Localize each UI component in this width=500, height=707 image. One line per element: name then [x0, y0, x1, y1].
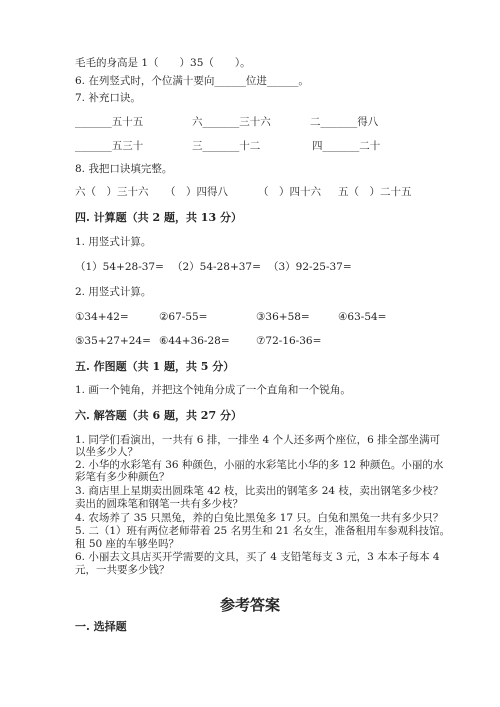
section5-heading: 五. 作图题（共 1 题，共 5 分）: [75, 360, 235, 373]
q5-tail: 毛毛的身高是 1（ ）35（ ）。: [75, 57, 251, 69]
s4-q2-row2-item1: ⑤35+27+24=: [75, 335, 151, 347]
q8-title: 8. 我把口诀填完整。: [75, 163, 173, 175]
q7-title: 7. 补充口诀。: [75, 92, 141, 104]
s5-q1: 1. 画一个钝角，并把这个钝角分成了一个直角和一个锐角。: [75, 384, 351, 396]
s4-q2-row1-item4: ④63-54=: [338, 311, 387, 323]
s6-line-5: 3. 商店里上星期卖出圆珠笔 42 枝，比卖出的钢笔多 24 枝，卖出钢笔多少枝？: [75, 485, 444, 497]
section4-heading: 四. 计算题（共 2 题，共 13 分）: [75, 211, 242, 224]
s4-q2-row1-item3: ③36+58=: [256, 311, 310, 323]
s4-q2-title: 2. 用竖式计算。: [75, 286, 152, 298]
q7-row2-item2: 三_______十二: [192, 140, 261, 152]
q8-item4: 五（ ）二十五: [338, 186, 412, 198]
s4-q1-item2: （2）54-28+37=: [172, 261, 261, 273]
s6-line-2: 以坐多少人？: [75, 446, 138, 458]
s4-q1-item3: （3）92-25-37=: [268, 261, 352, 273]
s6-line-7: 4. 农场养了 35 只黑兔，养的白兔比黑兔多 17 只。白兔和黑兔一共有多少只？: [75, 512, 444, 524]
q8-item2: （ ）四得八: [165, 186, 228, 198]
q7-row2-item1: _______五三十: [75, 140, 144, 152]
s4-q2-row1-item1: ①34+42=: [75, 311, 129, 323]
s4-q1-title: 1. 用竖式计算。: [75, 236, 152, 248]
q7-row1-item2: 六_______三十六: [192, 116, 271, 128]
s6-line-9: 租 50 座的车够坐吗？: [75, 538, 180, 550]
s6-line-8: 5. 二（1）班有两位老师带着 25 名男生和 21 名女生，准备租用车参观科技馆。: [75, 525, 451, 537]
s6-line-11: 元，一共要多少钱？: [75, 564, 170, 576]
s4-q2-row1-item2: ②67-55=: [159, 311, 208, 323]
answer-section1: 一. 选择题: [75, 620, 127, 633]
s4-q2-row2-item3: ⑦72-16-36=: [256, 335, 322, 347]
s4-q1-item1: （1）54+28-37=: [75, 261, 164, 273]
answer-title: 参考答案: [219, 596, 280, 614]
s4-q2-row2-item2: ⑥44+36-28=: [159, 335, 230, 347]
q8-item3: （ ）四十六: [258, 186, 321, 198]
q7-row1-item1: _______五十五: [75, 116, 144, 128]
s6-line-6: 卖出的圆珠笔和钢笔一共有多少枝？: [75, 498, 243, 510]
s6-line-3: 2. 小华的水彩笔有 36 种颜色，小丽的水彩笔比小华的多 12 种颜色。小丽的水: [75, 459, 444, 471]
s6-line-4: 彩笔有多少种颜色？: [75, 471, 170, 483]
q7-row1-item3: 二_______得八: [310, 116, 379, 128]
s6-line-1: 1. 同学们看演出，一共有 6 排，一排坐 4 个人还多两个座位，6 排全部坐满可: [75, 434, 441, 446]
q6-text: 6. 在列竖式时，个位满十要向______位进______。: [75, 75, 309, 87]
s6-line-10: 6. 小丽去文具店买开学需要的文具，买了 4 支铅笔每支 3 元，3 本本子每本 4: [75, 551, 440, 563]
q7-row2-item3: 四_______二十: [312, 140, 381, 152]
section6-heading: 六. 解答题（共 6 题，共 27 分）: [75, 409, 242, 422]
q8-item1: 六（ ）三十六: [75, 186, 149, 198]
